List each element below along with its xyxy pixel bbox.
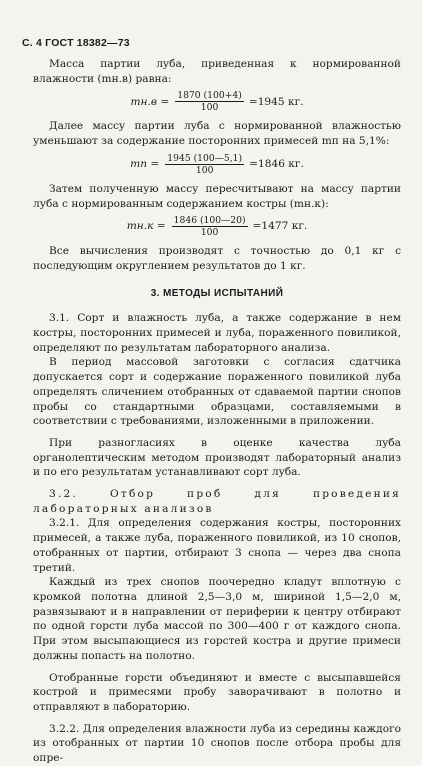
paragraph-3-2-1-sample: Отобранные горсти объединяют и вместе с высыпавшейся кострой и примесями пробу заворачивают в полотно и отправляют в лабораторию. xyxy=(33,671,401,713)
paragraph-3-1: 3.1. Сорт и влажность луба, а также содержание в нем костры, посторонних примесей и луба, пораженного повиликой, определяют по результатам лабораторного анализа. xyxy=(33,312,401,354)
paragraph-3-2-heading: 3.2. Отбор проб для проведения лабораторных анализов xyxy=(33,488,401,515)
formula-numerator: 1945 (100—5,1) xyxy=(167,152,243,164)
page-header: С. 4 ГОСТ 18382—73 xyxy=(22,37,130,49)
formula-denominator: 100 xyxy=(200,227,219,239)
formula-denominator: 100 xyxy=(195,164,214,176)
formula-result: =1945 кг. xyxy=(248,95,304,108)
formula-fraction xyxy=(165,153,244,176)
formula-lhs: mн.к = xyxy=(126,220,166,233)
formula-numerator: 1846 (100—20) xyxy=(173,215,246,227)
formula-fraction xyxy=(172,215,248,238)
formula-lhs: mн.в = xyxy=(130,95,170,108)
formula-denominator: 100 xyxy=(200,102,219,114)
paragraph-3-2-2: 3.2.2. Для определения влажности луба из середины каждого из отобранных от партии 10 снопов после отбора пробы для опре- xyxy=(33,722,401,765)
paragraph-3-2-1-procedure: Каждый из трех снопов поочередно кладут вплотную с кромкой полотна длиной 2,5—3,0 м, шириной 1,5—2,0 м, развязывают и в направлении от периферии к центру отбирают по одной горсти луба массой по 300—400 г от каждого снопа. При этом высыпающиеся из горстей костра и другие примеси должны попасть на полотно. xyxy=(33,576,401,662)
paragraph-impurities: Далее массу партии луба с нормированной влажностью уменьшают за содержание посторонних примесей mп на 5,1%: xyxy=(33,120,401,148)
paragraph-shive: Затем полученную массу пересчитывают на массу партии луба с нормированным содержанием костры (mн.к): xyxy=(33,182,401,210)
paragraph-precision: Все вычисления производят с точностью до 0,1 кг с последующим округлением результатов до 1 кг. xyxy=(33,245,401,272)
formula-fraction xyxy=(175,90,244,113)
section-title: 3. МЕТОДЫ ИСПЫТАНИЙ xyxy=(150,287,284,299)
formula-lhs: mп = xyxy=(130,157,160,170)
formula-result: =1477 кг. xyxy=(252,220,308,233)
formula-impurities xyxy=(33,153,401,176)
formula-result: =1846 кг. xyxy=(249,157,304,170)
paragraph-3-1-disputes: При разногласиях в оценке качества луба органолептическим методом производят лабораторный анализ и по его результатам устанавливают сорт луба. xyxy=(33,436,401,479)
formula-numerator: 1870 (100+4) xyxy=(177,90,242,102)
formula-normalized-moisture xyxy=(33,90,401,113)
formula-shive xyxy=(33,215,401,238)
document-body xyxy=(33,57,401,766)
paragraph-moisture-mass: Масса партии луба, приведенная к нормированной влажности (mн.в) равна: xyxy=(33,58,401,85)
paragraph-3-1-mass-procurement: В период массовой заготовки с согласия сдатчика допускается сорт и содержание пораженного повиликой луба определять сличением отобранных от сдаваемой партии снопов пробы со стандартными образцами, составляемыми в соответствии с требованиями, изложенными в приложении. xyxy=(33,356,401,428)
paragraph-3-2-1: 3.2.1. Для определения содержания костры, посторонних примесей, а также луба, пораженного повиликой, из 10 снопов, отобранных от партии, отбирают 3 снопа — через два снопа третий. xyxy=(33,517,401,574)
